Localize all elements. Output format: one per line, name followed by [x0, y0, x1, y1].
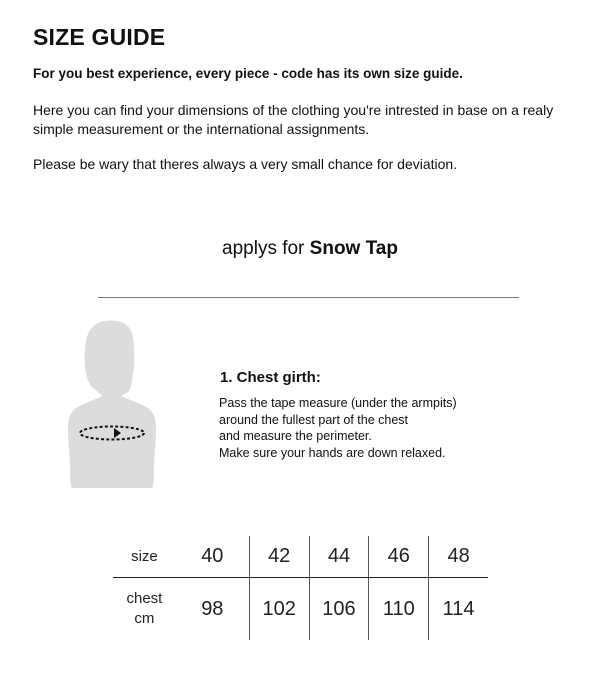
table-row-chest: [113, 578, 488, 641]
applies-for-heading: [0, 238, 600, 260]
chest-cell: 106: [309, 578, 369, 641]
measurement-instructions: [219, 395, 457, 461]
chest-cell: 102: [249, 578, 309, 641]
size-cell: 46: [369, 536, 429, 578]
page-title: SIZE GUIDE: [33, 24, 166, 50]
instruction-line: around the fullest part of the chest: [219, 412, 409, 427]
chest-label: chest: [126, 590, 163, 607]
instruction-line: Make sure your hands are down relaxed.: [219, 445, 446, 460]
chest-cell: 110: [369, 578, 429, 641]
size-cell: 40: [176, 536, 249, 578]
subtitle: For you best experience, every piece - code has its own size guide.: [33, 66, 463, 81]
chest-row-label: [113, 578, 176, 641]
divider: [98, 297, 519, 298]
size-cell: 44: [309, 536, 369, 578]
table-row-size: [113, 536, 488, 578]
size-cell: 48: [429, 536, 488, 578]
instruction-line: Pass the tape measure (under the armpits): [219, 396, 457, 410]
chest-cell: 98: [176, 578, 249, 641]
instruction-line: and measure the perimeter.: [219, 429, 372, 443]
deviation-note: Please be wary that theres always a very small chance for deviation.: [33, 156, 458, 172]
size-row-label: size: [113, 536, 176, 578]
female-silhouette-icon: [62, 320, 162, 492]
size-chart-table: [113, 536, 488, 640]
intro-paragraph: Here you can find your dimensions of the clothing you're intrested in base on a realy simple measurement or the international assignments.: [33, 102, 554, 137]
size-cell: 42: [249, 536, 309, 578]
applies-prefix: applys for: [222, 238, 305, 259]
product-name: Snow Tap: [309, 238, 398, 259]
chest-unit: cm: [134, 610, 155, 627]
measurement-title: 1. Chest girth:: [220, 369, 321, 386]
chest-cell: 114: [442, 597, 475, 620]
